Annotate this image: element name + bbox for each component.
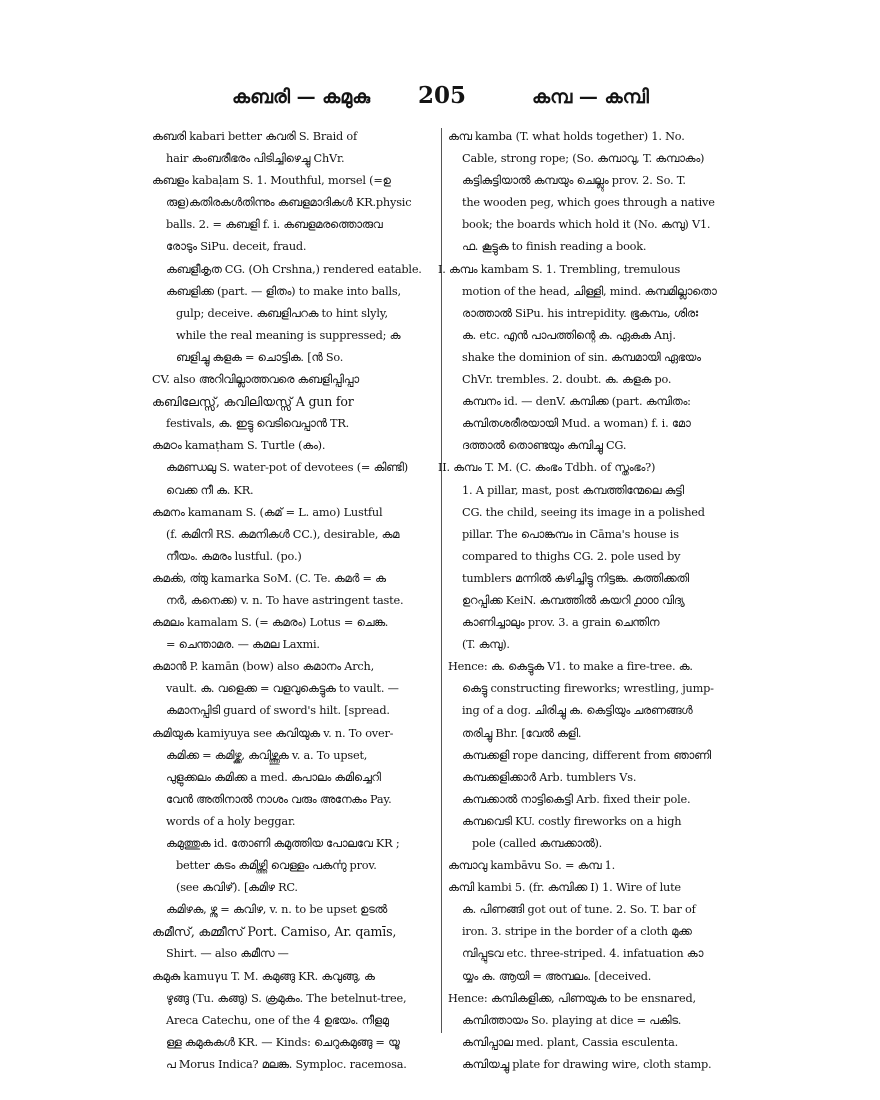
entry-line: കബളം kabaḷam S. 1. Mouthful, morsel (=ഉ [152,174,391,188]
entry-line: വേൻ അതിനാൽ നാശം വരും അനേകം Pay. [166,792,392,806]
entry-line: compared to thighs CG. 2. pole used by [462,549,681,563]
entry-line: = ചെന്താമര. — കമല Laxmi. [166,638,320,652]
entry-line: motion of the head, ചിള്ളി, mind. കമ്പമില്ലാതൊ [462,284,717,298]
entry-line: ing of a dog. ചിരിച്ചു ക. കെട്ടിയും ചരണങ്ങൾ [462,704,693,718]
entry-line: കമ്പക്കളി rope dancing, different from ഞാണി [462,748,711,762]
entry-line: ബളിച്ചു കളക = ചൊട്ടിക. [ൻ So. [176,350,344,364]
entry-line: 1. A pillar, mast, post കമ്പത്തിന്മേലെ കുട്ടി [462,483,684,497]
entry-line: കമ്പവെടി KU. costly fireworks on a high [462,814,682,828]
entry-line: ദത്താൽ തൊണ്ടയും കമ്പിച്ചു CG. [462,439,627,453]
entry-line: കമ്പിത്തായം So. playing at dice = പകിട. [462,1013,682,1027]
entry-line: കബരി kabari better കവരി S. Braid of [152,130,358,143]
entry-line: കമൎക്ക, ൎത്തു kamarka SoM. (C. Te. കമർ = ക [152,571,386,585]
entry-line: shake the dominion of sin. കമ്പമായി ഏഭയം [462,350,701,364]
entry-line: കമുകു kamuγu T. M. കമുങ്ങു KR. കവുങ്ങു, ക [152,969,375,983]
entry-line: the wooden peg, which goes through a native [462,196,715,210]
entry-line: CV. also അറിവില്ലാത്തവരെ കബളിപ്പിപ്പാ [152,373,359,387]
entry-line: Areca Catechu, one of the 4 ഉഭയം. നീളമു [166,1013,389,1027]
header-left-guideword: കബരി — കമുകു [232,86,371,108]
entry-line: യ്യം ക. ആയി = അമ്പലം. [deceived. [462,969,652,983]
entry-line: തരിച്ചു Bhr. [വേൽ കളി. [462,726,582,740]
entry-line: കമലം kamalam S. (= കമരം) Lotus = ചെങ്ക. [152,616,389,630]
entry-line: കബളീകൃത CG. (Oh Crshna,) rendered eatable. [166,262,422,276]
entry-line: കട്ടികുട്ടിയാൽ കമ്പയും ചെല്ലും prov. 2. So. T. [462,174,686,188]
entry-line: കമഠം kamaṭham S. Turtle (കം). [152,439,326,453]
entry-line: കബളിക്ക (part. — ളിതം) to make into balls, [166,284,401,298]
entry-line: book; the boards which hold it (No. കമ്പു) V1. [462,218,711,232]
entry-line: ChVr. trembles. 2. doubt. ക. കളക po. [462,373,672,387]
entry-line: രാത്താൽ SiPu. his intrepidity. ഭൂകമ്പം, ശിരഃ [462,306,698,320]
left-column [152,126,435,1071]
entry-line: balls. 2. = കബളി f. i. കബളമരത്തൊരുവ [166,218,383,232]
header-right-guideword: കമ്പ — കമ്പി [532,86,649,108]
entry-line: pillar. The പൊങ്കമ്പം in Cāma's house is [462,527,679,541]
entry-line: കമുത്തുക id. തോണി കമുത്തിയ പോലവേ KR ; [166,837,400,850]
entry-line: ള്ള കമുകകൾ KR. — Kinds: ചെറുകമുങ്ങു = യൂ [166,1035,400,1049]
entry-line: Shirt. — also കമീസ — [166,947,289,961]
entry-line: രോടും SiPu. deceit, fraud. [166,240,307,254]
entry-line: കമ്പാവു kambāvu So. = കമ്പ 1. [448,859,615,873]
entry-line: ഉറപ്പിക്ക KeiN. കമ്പത്തിൽ കയറി ൧൦൦൦ വിദ്യ [462,593,685,607]
page-header [150,82,750,118]
entry-line: festivals, ക. ഇട്ടു വെടിവെപ്പാൻ TR. [166,417,350,431]
entry-line: വെക്ക നീ ക. KR. [166,483,254,497]
entry-line: pole (called കമ്പക്കാൽ). [472,837,603,850]
entry-line: കമ്പക്കാൽ നാട്ടികെട്ടി Arb. fixed their pole. [462,792,691,806]
entry-line: CG. the child, seeing its image in a polished [462,505,705,519]
entry-line: ക. പിണങ്ങി got out of tune. 2. So. T. bar of [462,903,696,917]
entry-line: while the real meaning is suppressed; ക [176,328,401,342]
entry-line: hair കംബരീഭരം പിടിച്ചിഴെച്ചു ChVr. [166,152,345,166]
entry-line: രുള)കതിരകൾതിന്നും കബളമാദികൾ KR.physic [166,196,412,210]
entry-line: കമിയുക kamiyuya see കവിയുക v. n. To over- [152,726,394,740]
entry-line: Hence: ക. കെട്ടുക V1. to make a fire-tree. ക. [448,660,693,674]
right-column [438,126,728,1071]
entry-line: words of a holy beggar. [166,814,296,828]
entry-line: gulp; deceive. കബളിപറക to hint slyly, [176,306,388,320]
entry-line: നർ, കനെക്ക) v. n. To have astringent taste. [166,593,404,607]
entry-line: പ Morus Indica? മലങ്ക. Symploc. racemosa. [166,1057,407,1071]
entry-line: vault. ക. വളെക്ക = വളവുകെട്ടുക to vault. — [166,682,399,696]
entry-line: കാണിച്ചാലും prov. 3. a grain ചെന്തിന [462,616,660,630]
entry-line: പുളുക്കലം കമിക്ക a med. കപാലം കമിച്ചെറി [166,770,381,784]
entry-line: Cable, strong rope; (So. കമ്പാവു, T. കമ്പാകം) [462,152,705,166]
entry-line: കമ്പക്കളിക്കാർ Arb. tumblers Vs. [462,770,637,784]
entry-line: കമിക്ക = കമിഴ്ക്ക, കവിഴ്ത്തുക v. a. To upset, [166,748,368,762]
entry-line: കമീസ്, കമ്മീസ് Port. Camiso, Ar. qamīs, [152,924,397,940]
entry-line: (see കവിഴ്). [കമിഴ RC. [176,881,298,895]
entry-line: കമിഴക, ഴ്ന്നു = കവിഴ, v. n. to be upset ഉടൽ [166,903,387,917]
entry-line: കമ്പി kambi 5. (fr. കമ്പിക്ക I) 1. Wire of lute [448,881,681,895]
entry-line: കെട്ടു constructing fireworks; wrestling, jump- [462,682,714,696]
entry-line: iron. 3. stripe in the border of a cloth മുക്ക [462,925,692,939]
entry-line: കമാനപ്പിടി guard of sword's hilt. [spread. [166,704,390,718]
entry-line: Hence: കമ്പികളിക്ക, പിണയുക to be ensnared, [448,991,696,1005]
entry-line: (f. കമിനി RS. കമനികൾ CC.), desirable, കമ [166,527,400,541]
page-number: 205 [418,82,467,109]
entry-line: ഴുങ്ങു (Tu. കങ്ങു) S. ക്രമുകം. The betelnut-tree, [166,991,407,1005]
entry-line: ക. etc. എൻ പാപത്തിന്റെ ക. ഏകക Anj. [462,328,676,342]
entry-line: കബിലേസ്സ്, കവിലിയസ്സ് A gun for [152,394,354,410]
entry-line: മ്പിപ്പുടവ etc. three-striped. 4. infatuation കാ [462,947,704,961]
entry-line: കമനം kamanam S. (കമ് = L. amo) Lustful [152,505,383,519]
entry-line: better കടം കമിഴ്ത്തി വെള്ളം പകൎന്നു prov. [176,859,377,873]
entry-line: I. കമ്പം kambam S. 1. Trembling, tremulous [438,262,681,276]
entry-line: കമാൻ P. kamān (bow) also കമാനം Arch, [152,660,374,674]
entry-line: കമ്പിതശരീരയായി Mud. a woman) f. i. മോ [462,417,691,431]
entry-line: II. കമ്പം T. M. (C. കംഭം Tdbh. of സ്തംഭം?) [438,461,656,475]
entry-line: ഫ. കൂട്ടുക to finish reading a book. [462,240,647,254]
entry-line: (T. കമ്പു). [462,638,510,652]
entry-line: നീയം. കമരം lustful. (po.) [166,549,302,563]
entry-line: കമ്പ kamba (T. what holds together) 1. No. [448,130,685,143]
entry-line: കമ്പിയച്ചു plate for drawing wire, cloth stamp. [462,1057,712,1071]
entry-line: tumblers മന്നിൽ കഴിച്ചിട്ടു നിട്ടങ്ക. കത്തിക്കതി [462,571,689,585]
entry-line: കമ്പനം id. — denV. കമ്പിക്ക (part. കമ്പിതം: [462,395,691,409]
entry-line: കമ്പിപ്പാല med. plant, Cassia esculenta. [462,1035,679,1049]
entry-line: കമണ്ഡലു S. water-pot of devotees (= കിണ്ടി) [166,461,408,475]
